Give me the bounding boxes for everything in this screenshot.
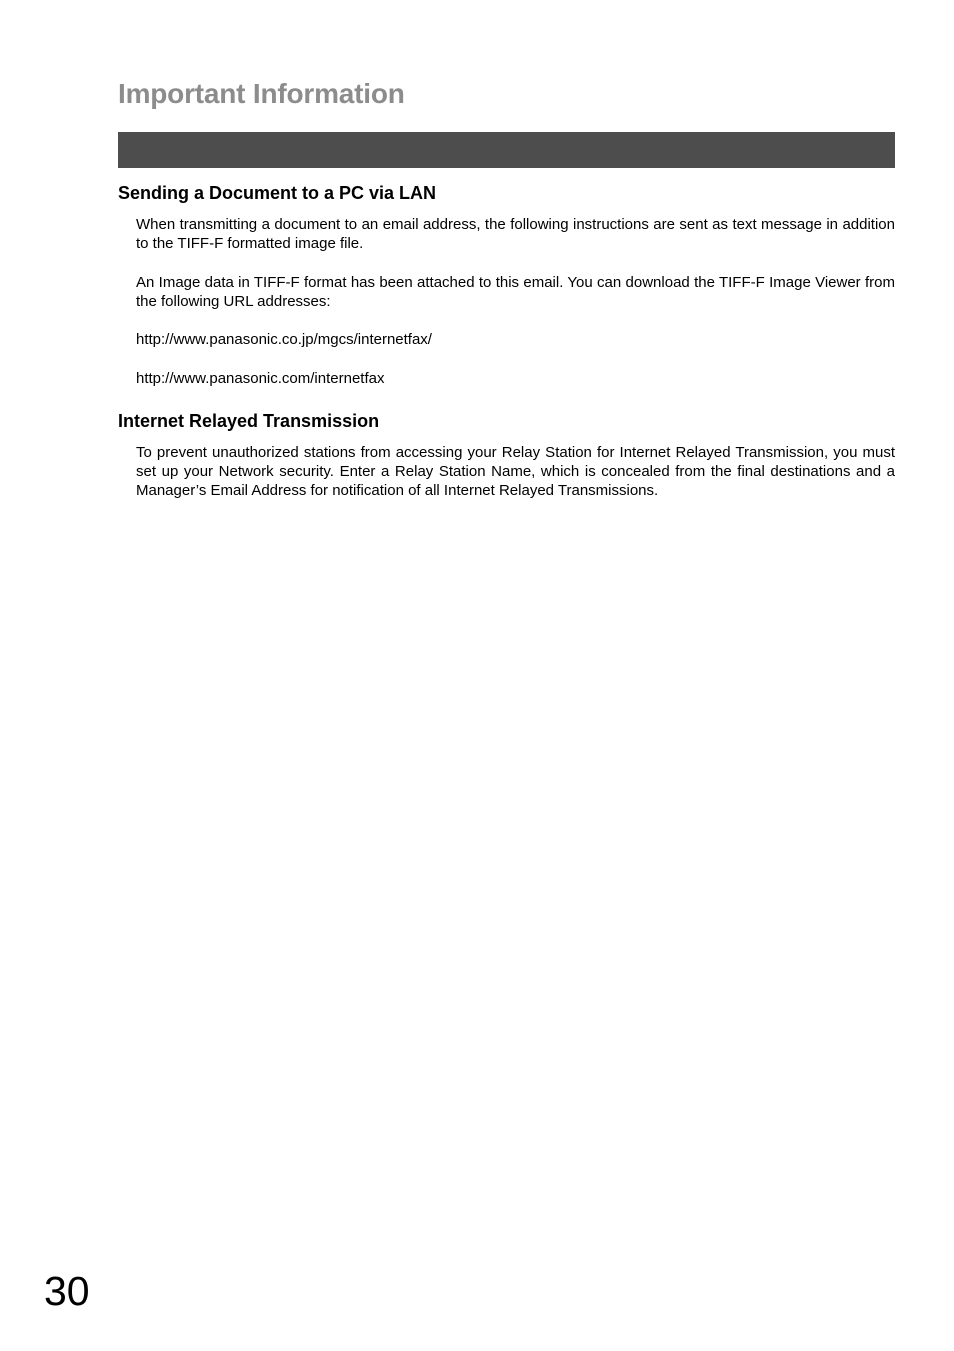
relay-paragraph: To prevent unauthorized stations from accessing your Relay Station for Internet Relayed Transmission, you must set up your Network security. Enter a Relay Station Name, which is concealed from the final destinations and a Manager’s Email Address for notification of all Internet Relayed Transmissions. (136, 444, 895, 499)
section-heading-lan: Sending a Document to a PC via LAN (118, 183, 437, 203)
section-header-bar (118, 132, 895, 168)
page-number: 30 (44, 1268, 90, 1314)
section-heading-relay: Internet Relayed Transmission (118, 411, 380, 431)
lan-intro-paragraph: When transmitting a document to an email address, the following instructions are sent as text message in addition to the TIFF-F formatted image file. (136, 216, 895, 252)
page-title: Important Information (118, 78, 405, 109)
tiff-message-paragraph: An Image data in TIFF-F format has been attached to this email. You can download the TIFF-F Image Viewer from the following URL addresses: (136, 274, 895, 310)
url-link-com[interactable]: http://www.panasonic.com/internetfax (136, 370, 385, 387)
url-link-jp[interactable]: http://www.panasonic.co.jp/mgcs/internetfax/ (136, 331, 432, 348)
